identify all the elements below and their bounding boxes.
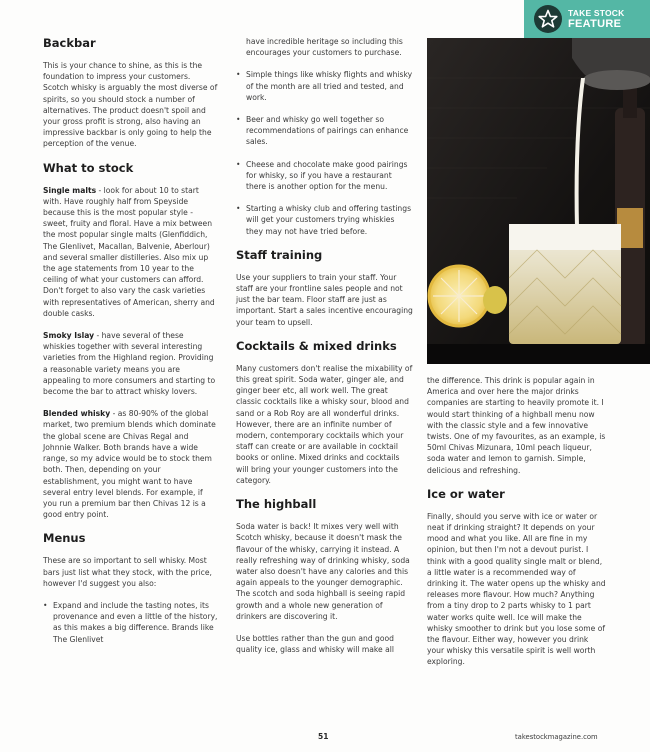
badge-line2: FEATURE — [568, 18, 622, 30]
staff-training-paragraph: Use your suppliers to train your staff. Your staff are your frontline sales people and not just the bar team. Floor staff are just as important. Start a sales incentive encouraging your team to upsell. — [236, 272, 413, 327]
column-2 — [236, 36, 413, 666]
backbar-heading: Backbar — [43, 36, 96, 50]
single-malts-text: - look for about 10 to start with. Have roughly half from Speyside because this is the most popular style - sweet, fruity and floral. Have a mix between the most popular single malts (Glenfiddich, The Glenlivet, Macallan, Balvenie, Aberlour) and several smaller distilleries. Also mix up the age statements from 10 year to the ceiling of what your customers can afford. Don't forget to also vary the cask varieties with representatives of American, sherry and double casks. — [43, 185, 215, 318]
highball-continued-paragraph: the difference. This drink is popular again in America and over here the major drinks companies are starting to heavily promote it. I would start thinking of a highball menu now with the classic style and a few innovative twists. One of my favourites, as an example, is 50ml Chivas Mizunara, 10ml peach liqueur, soda water and lemon to garnish. Simple, delicious and refreshing. — [427, 376, 606, 475]
cocktails-paragraph: Many customers don't realise the mixability of this great spirit. Soda water, ginger ale, and ginger beer etc, all work well. The great classic cocktails like a whisky sour, blood and sand or a Rob Roy are all wonderful drinks. However, there are an infinite number of modern, contemporary cocktails which your staff can create or are available in cocktail books or online. Mixed drinks and cocktails will bring your younger customers into the category. — [236, 363, 413, 485]
badge-label — [568, 8, 624, 30]
star-icon — [534, 5, 562, 33]
staff-training-heading: Staff training — [236, 247, 323, 262]
highball-paragraph-2: Use bottles rather than the gun and good quality ice, glass and whisky will make all — [236, 633, 394, 655]
highball-heading: The highball — [236, 497, 317, 512]
menus-bullet: • Beer and whisky go well together so recommendations of pairings can enhance sales. — [236, 114, 413, 148]
continued-paragraph: have incredible heritage so including this encourages your customers to purchase. — [246, 37, 403, 58]
menus-heading: Menus — [43, 531, 86, 546]
smoky-islay-text: - have several of these whiskies together with several interesting varieties from the Highland region. Providing a reasonable variety means you are appealing to more consumers and starting to become the bar to attract whisky lovers. — [43, 331, 216, 397]
smoky-islay-label: Smoky Islay — [43, 331, 95, 341]
backbar-paragraph: This is your chance to shine, as this is the foundation to impress your customers. Scotch whisky is arguably the most diverse of spirits, so you should stock a number of alternatives. The product doesn't spoil and your gross profit is strong, also having an impressive backbar is only going to help the perception of the venue. — [43, 61, 218, 149]
blended-whisky-text: - as 80-90% of the global market, two premium blends which dominate the global scene are Chivas Regal and Johnnie Walker. Both brands have a wide range, so my advice would be to stock them both. Then, depending on your establishment, you might want to have several entry level blends. For example, if you run a premium bar then Chivas 12 is a good entry point. — [43, 409, 216, 520]
feature-badge — [524, 0, 650, 38]
highball-paragraph-1: Soda water is back! It mixes very well with Scotch whisky, because it doesn't mask the flavour of the whisky, carrying it instead. A really refreshing way of drinking whisky, soda water also doesn't have any calories and this again appeals to the younger demographic. The scotch and soda highball is seeing rapid growth and a whole new generation of drinkers are discovering it. — [236, 522, 410, 621]
column-1 — [43, 36, 218, 656]
what-to-stock-heading: What to stock — [43, 160, 134, 175]
smoky-islay-paragraph — [43, 330, 218, 397]
column-3 — [427, 375, 607, 679]
menus-list-continued — [236, 69, 413, 236]
menus-paragraph: These are so important to sell whisky. Most bars just list what they stock, with the price, however I'd suggest you also: — [43, 556, 212, 588]
website-url: takestockmagazine.com — [515, 733, 598, 741]
blended-whisky-paragraph — [43, 408, 218, 520]
badge-line1: TAKE STOCK — [568, 8, 625, 18]
ice-or-water-paragraph: Finally, should you serve with ice or water or neat if drinking straight? It depends on your mood and what you like. All are fine in my opinion, but then I'm not a devout purist. I think with a good quality single malt or blend, a little water is a recommended way of drinking it. The water opens up the whisky and releases more flavour. How much? Anything from a tiny drop to 2 parts whisky to 1 part water works quite well. Ice will make the whisky smoother to drink but you lose some of the flavour. Either way, however you drink your whisky this versatile spirit is well worth exploring. — [427, 511, 606, 667]
menus-list — [43, 600, 218, 645]
menus-bullet: • Expand and include the tasting notes, its provenance and even a little of the history, as this makes a big difference. Brands like The Glenlivet — [43, 600, 218, 645]
single-malts-label: Single malts — [43, 185, 97, 195]
menus-bullet: • Simple things like whisky flights and whisky of the month are all tried and tested, and work. — [236, 69, 413, 103]
blended-whisky-label: Blended whisky — [43, 409, 111, 419]
cocktail-photo — [427, 38, 650, 364]
cocktails-heading: Cocktails & mixed drinks — [236, 338, 397, 353]
page-number: 51 — [318, 732, 329, 741]
menus-bullet: • Starting a whisky club and offering tastings will get your customers trying whiskies they may not have tried before. — [236, 203, 413, 237]
single-malts-paragraph — [43, 185, 218, 319]
ice-or-water-heading: Ice or water — [427, 486, 505, 501]
menus-bullet: • Cheese and chocolate make good pairings for whisky, so if you have a restaurant there is another option for the menu. — [236, 159, 413, 193]
